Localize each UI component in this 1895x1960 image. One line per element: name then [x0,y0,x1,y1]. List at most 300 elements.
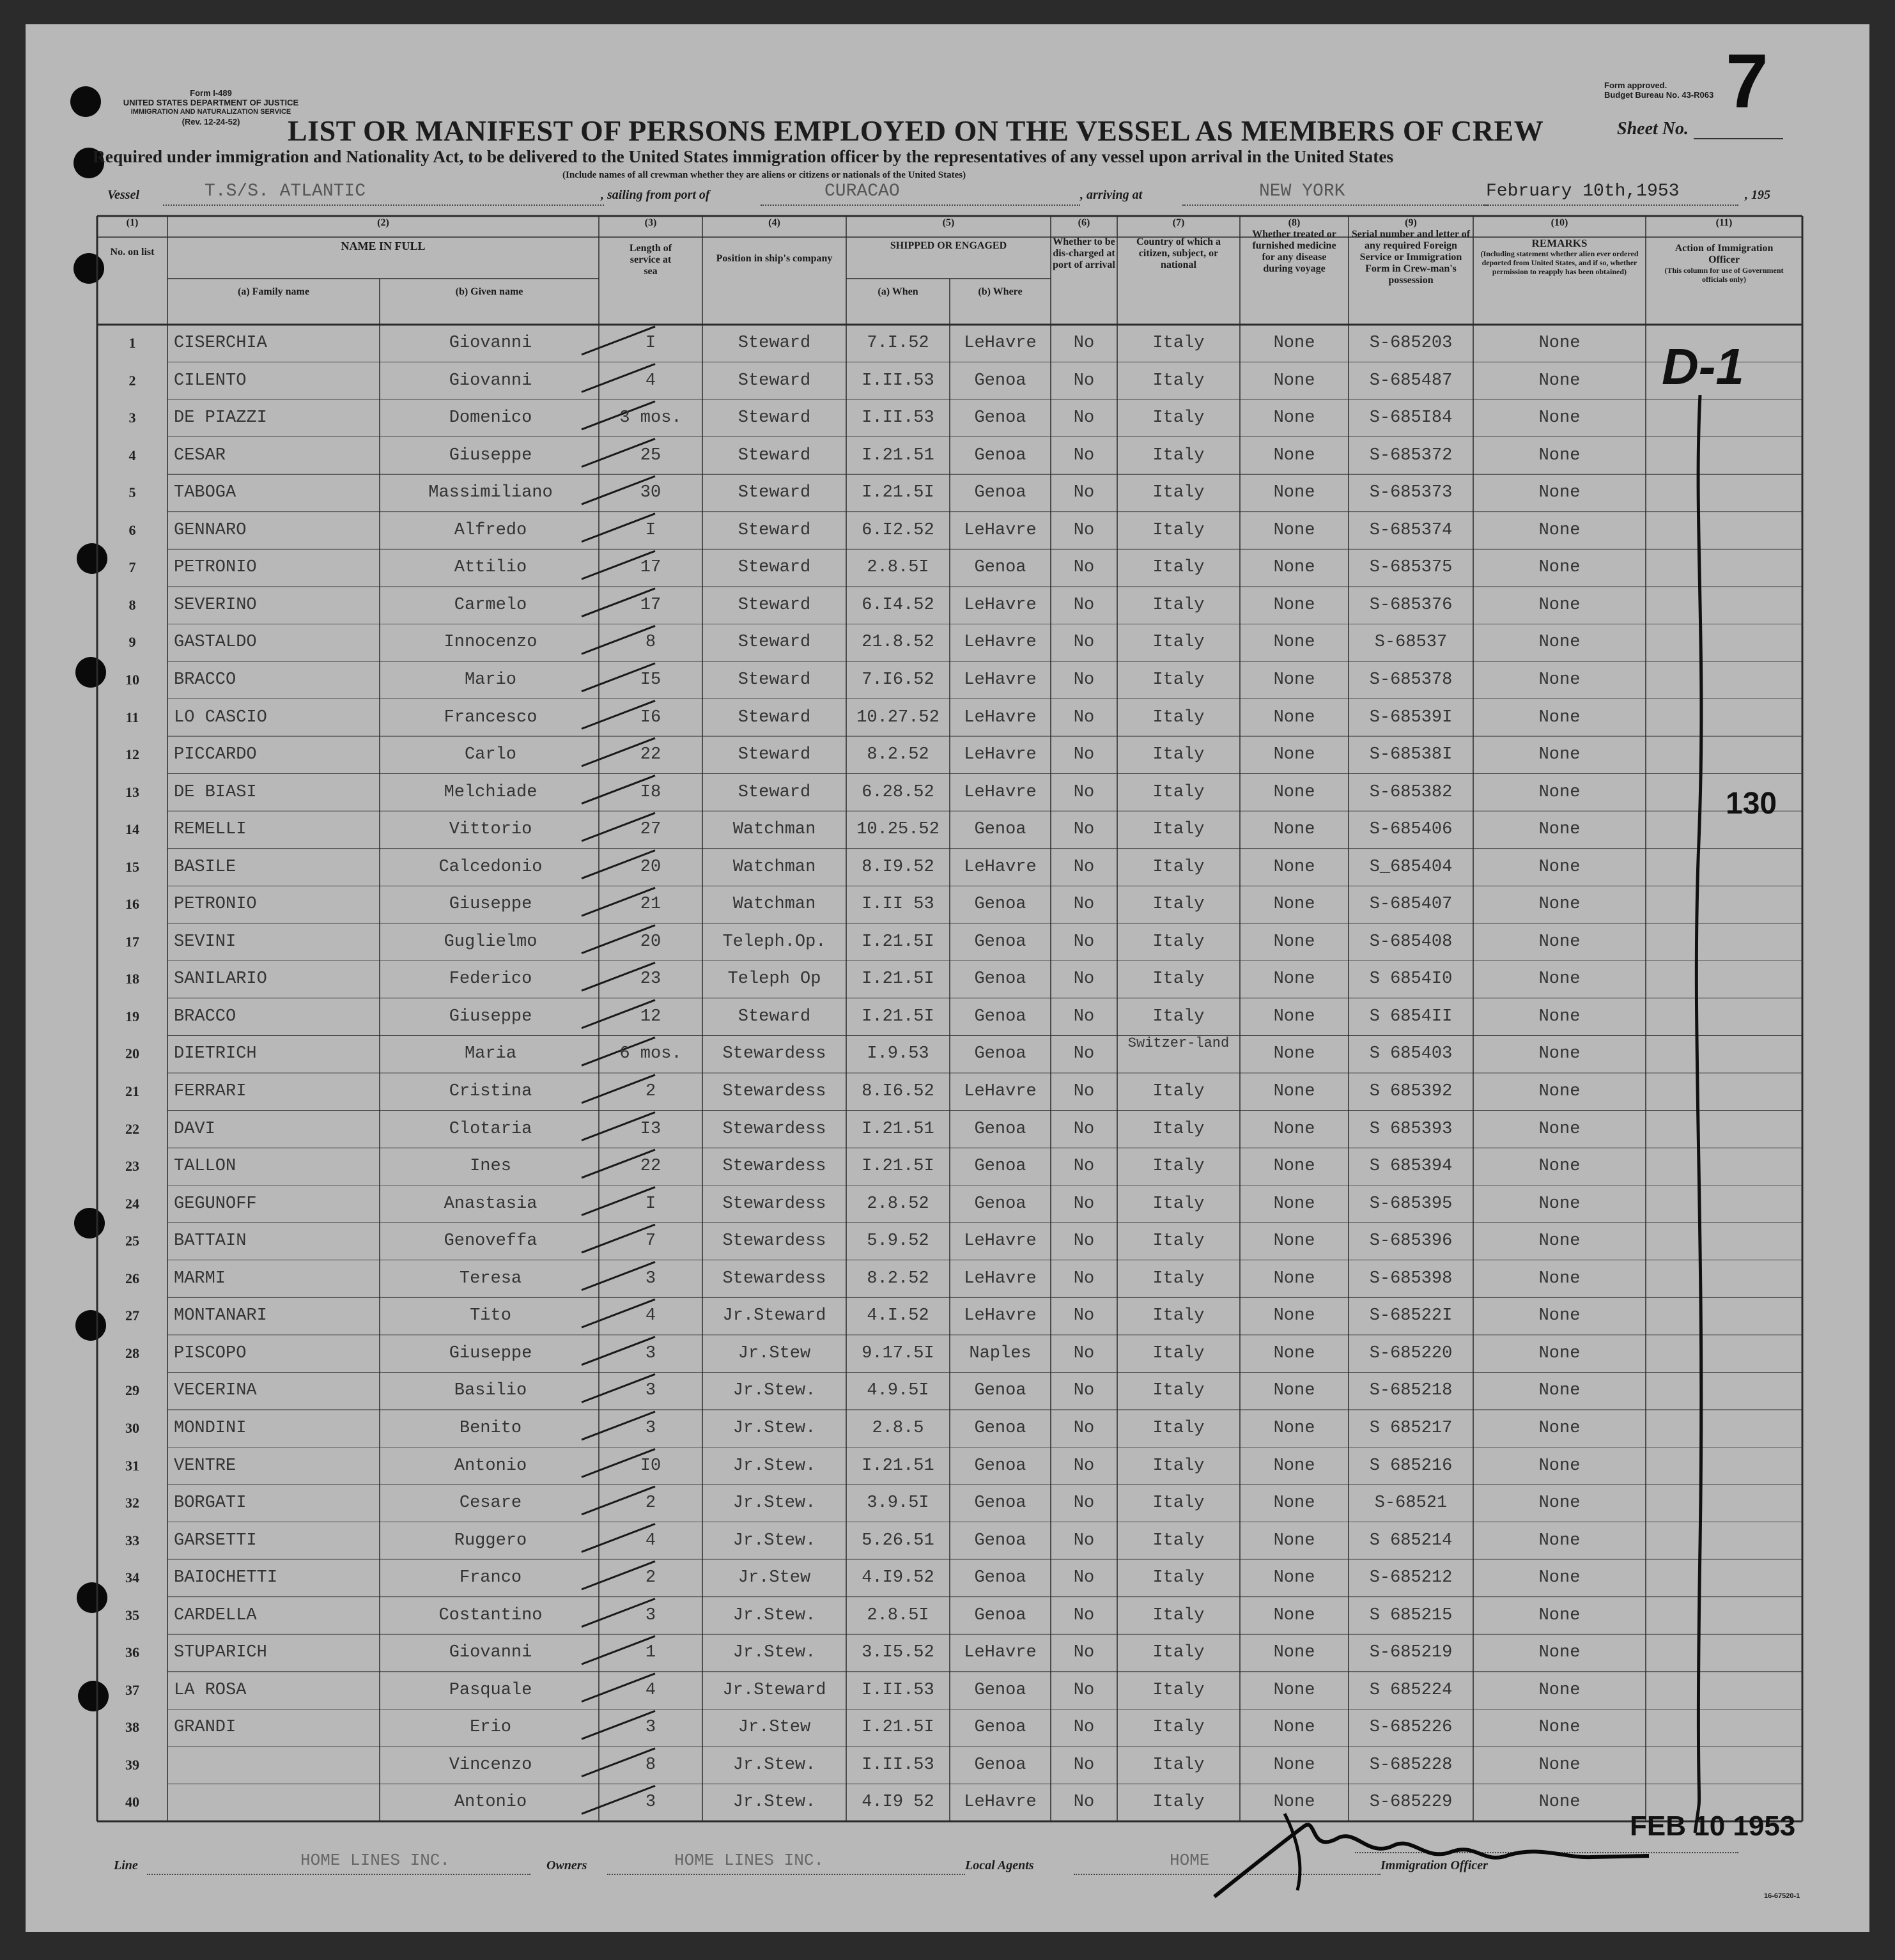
service-length: 8 [645,633,656,652]
discharged: No [1073,445,1095,465]
owners-company: HOME LINES INC. [674,1851,824,1870]
discharged: No [1073,895,1095,914]
citizenship: Switzer-land [1127,1035,1230,1052]
shipped-where: LeHavre [964,595,1037,615]
service-length: 23 [640,969,661,989]
row-number: 10 [125,671,139,688]
shipped-when: I.21.5I [862,483,934,503]
row-number: 25 [125,1233,139,1249]
citizenship: Italy [1152,1680,1205,1700]
medical: None [1273,820,1315,840]
serial-number: S-685I84 [1369,408,1453,428]
position: Watchman [732,857,816,877]
family-name: DAVI [174,1119,215,1139]
service-length: 27 [640,820,661,840]
serial-number: S-685229 [1369,1793,1453,1812]
serial-number: S-685219 [1369,1643,1453,1663]
family-name: GEGUNOFF [174,1194,257,1214]
discharged: No [1073,1306,1095,1326]
medical: None [1273,1381,1315,1401]
position: Stewardess [722,1194,826,1214]
service-length: 2 [645,1082,656,1101]
family-name: VENTRE [174,1456,236,1476]
remarks: None [1538,895,1581,914]
serial-number: S-685395 [1369,1194,1453,1214]
serial-number: S-685407 [1369,895,1453,914]
remarks: None [1538,1306,1581,1326]
agents-label: Local Agents [965,1858,1034,1872]
discharged: No [1073,371,1095,390]
remarks: None [1538,932,1581,952]
remarks: None [1538,1568,1581,1588]
citizenship: Italy [1152,445,1205,465]
given-name: Giuseppe [449,895,532,914]
family-name [174,1747,378,1784]
family-name: PETRONIO [174,558,257,578]
service-length: I [645,1194,656,1214]
shipped-when: I.II.53 [862,1680,934,1700]
service-length: 2 [645,1493,656,1513]
discharged: No [1073,1643,1095,1663]
discharged: No [1073,483,1095,503]
service-length: 6 mos. [619,1044,682,1064]
citizenship: Italy [1152,895,1205,914]
shipped-when: 10.25.52 [856,820,940,840]
row-number: 2 [128,372,136,389]
family-name: BRACCO [174,1007,236,1026]
remarks: None [1538,1418,1581,1438]
serial-number: S 685403 [1369,1044,1453,1064]
position: Steward [738,745,811,765]
shipped-where: Genoa [974,1605,1026,1625]
shipped-when: 8.2.52 [867,1269,929,1288]
service-length: 4 [645,371,656,390]
family-name: FERRARI [174,1082,247,1101]
shipped-when: I.II.53 [862,408,934,428]
col2-title: NAME IN FULL [341,240,426,252]
remarks: None [1538,1605,1581,1625]
budget-number: Budget Bureau No. 43-R063 [1604,90,1714,100]
position: Stewardess [722,1157,826,1177]
medical: None [1273,1493,1315,1513]
row-number: 4 [128,447,136,463]
discharged: No [1073,1157,1095,1177]
sheet-number-handwritten: 7 [1726,38,1768,124]
service-length: 17 [640,595,661,615]
family-name: BATTAIN [174,1231,247,1251]
remarks: None [1538,334,1581,353]
shipped-when: 4.I9.52 [862,1568,934,1588]
col3-header [599,217,702,277]
form-number: Form I-489 [190,88,232,98]
shipped-where: LeHavre [964,334,1037,353]
family-name: CISERCHIA [174,334,267,353]
medical: None [1273,1044,1315,1064]
citizenship: Italy [1152,371,1205,390]
remarks: None [1538,1269,1581,1288]
shipped-when: 10.27.52 [856,707,940,727]
shipped-where: LeHavre [964,670,1037,690]
citizenship: Italy [1152,820,1205,840]
col4-header [702,217,846,265]
col3-title: Length of service at sea [629,243,672,277]
col11-title: Action of Immigration Officer [1675,243,1774,265]
discharged: No [1073,745,1095,765]
citizenship: Italy [1152,1343,1205,1363]
position: Stewardess [722,1231,826,1251]
shipped-when: 4.I.52 [867,1306,929,1326]
citizenship: Italy [1152,1456,1205,1476]
citizenship: Italy [1152,595,1205,615]
serial-number: S-685372 [1369,445,1453,465]
remarks: None [1538,969,1581,989]
arriving-label: , arriving at [1080,188,1143,202]
shipped-when: I.9.53 [867,1044,929,1064]
port-to: NEW YORK [1259,181,1345,201]
col7-header [1117,217,1240,271]
remarks: None [1538,1381,1581,1401]
serial-number: S 685215 [1369,1605,1453,1625]
row-number: 29 [125,1382,139,1399]
citizenship: Italy [1152,334,1205,353]
citizenship: Italy [1152,707,1205,727]
position: Steward [738,520,811,540]
row-number: 23 [125,1158,139,1175]
service-length: I5 [640,670,661,690]
col6-number: (6) [1078,217,1090,228]
given-name: Maria [464,1044,516,1064]
shipped-where: LeHavre [964,1643,1037,1663]
medical: None [1273,1082,1315,1101]
medical: None [1273,1605,1315,1625]
year-suffix: , 195 [1745,188,1770,202]
col6-title: Whether to be dis-charged at port of arrival [1053,236,1115,270]
remarks: None [1538,445,1581,465]
shipped-when: I.21.51 [862,1456,934,1476]
medical: None [1273,1007,1315,1026]
remarks: None [1538,408,1581,428]
col11-header [1646,217,1802,284]
action-bracket-line [1687,395,1726,1839]
position: Jr.Stew. [732,1493,816,1513]
medical: None [1273,1793,1315,1812]
serial-number: S 685217 [1369,1418,1453,1438]
medical: None [1273,1269,1315,1288]
shipped-where: Genoa [974,483,1026,503]
row-number: 28 [125,1345,139,1361]
discharged: No [1073,1456,1095,1476]
citizenship: Italy [1152,558,1205,578]
shipped-when: 9.17.5I [862,1343,934,1363]
family-name: CESAR [174,445,226,465]
discharged: No [1073,408,1095,428]
position: Steward [738,670,811,690]
discharged: No [1073,1493,1095,1513]
medical: None [1273,1194,1315,1214]
given-name: Innocenzo [444,633,538,652]
family-name: SEVERINO [174,595,257,615]
remarks: None [1538,483,1581,503]
citizenship: Italy [1152,1718,1205,1738]
serial-number: S-685226 [1369,1718,1453,1738]
serial-number: S-68539I [1369,707,1453,727]
given-name: Teresa [459,1269,522,1288]
shipped-where: Genoa [974,1680,1026,1700]
serial-number: S-685373 [1369,483,1453,503]
serial-number: S 6854I0 [1369,969,1453,989]
shipped-where: LeHavre [964,633,1037,652]
shipped-where: Genoa [974,1755,1026,1775]
service-length: I [645,520,656,540]
line-rule [147,1874,530,1875]
serial-number: S-685406 [1369,820,1453,840]
discharged: No [1073,520,1095,540]
given-name: Clotaria [449,1119,532,1139]
row-number: 39 [125,1756,139,1773]
shipped-where: Genoa [974,1531,1026,1550]
position: Steward [738,1007,811,1026]
row-number: 35 [125,1607,139,1623]
position: Jr.Stew. [732,1531,816,1550]
given-name: Vittorio [449,820,532,840]
service-length: I [645,334,656,353]
citizenship: Italy [1152,1643,1205,1663]
given-name: Cesare [459,1493,522,1513]
given-name: Giovanni [449,334,532,353]
position: Jr.Steward [722,1306,826,1326]
row-number: 1 [128,335,136,351]
serial-number: S-685228 [1369,1755,1453,1775]
discharged: No [1073,1605,1095,1625]
row-number: 8 [128,596,136,613]
medical: None [1273,1119,1315,1139]
service-length: 22 [640,745,661,765]
citizenship: Italy [1152,1194,1205,1214]
discharged: No [1073,1568,1095,1588]
medical: None [1273,1306,1315,1326]
col1-header [97,217,167,258]
remarks: None [1538,1082,1581,1101]
position: Steward [738,334,811,353]
col5-title: SHIPPED OR ENGAGED [890,240,1007,251]
shipped-when: 4.I9 52 [862,1793,934,1812]
position: Stewardess [722,1119,826,1139]
shipped-when: 2.8.5I [867,558,929,578]
shipped-when: I.II.53 [862,1755,934,1775]
discharged: No [1073,1269,1095,1288]
row-number: 7 [128,559,136,576]
family-name: BORGATI [174,1493,247,1513]
serial-number: S-685220 [1369,1343,1453,1363]
serial-number: S-685212 [1369,1568,1453,1588]
citizenship: Italy [1152,782,1205,802]
service-length: 21 [640,895,661,914]
discharged: No [1073,334,1095,353]
medical: None [1273,595,1315,615]
officer-label: Immigration Officer [1381,1858,1488,1872]
discharged: No [1073,1381,1095,1401]
shipped-when: I.21.5I [862,1718,934,1738]
given-name: Antonio [454,1793,527,1812]
service-length: 20 [640,932,661,952]
medical: None [1273,445,1315,465]
service-length: 22 [640,1157,661,1177]
service-length: 3 [645,1269,656,1288]
position: Jr.Stew. [732,1418,816,1438]
remarks: None [1538,520,1581,540]
form-subtitle: Required under immigration and Nationality Act, to be delivered to the United States immigration officer by the representatives of any vessel upon arrival in the United States [93,147,1394,166]
family-name: BASILE [174,857,236,877]
given-name: Federico [449,969,532,989]
row-number: 31 [125,1457,139,1474]
port-from: CURACAO [824,181,900,201]
date-stamp: FEB 10 1953 [1630,1810,1796,1842]
remarks: None [1538,1231,1581,1251]
position: Steward [738,483,811,503]
col8-header [1240,217,1349,275]
given-name: Carmelo [454,595,527,615]
owners-label: Owners [546,1858,587,1872]
service-length: 25 [640,445,661,465]
shipped-when: I.21.5I [862,1007,934,1026]
col3-number: (3) [644,217,657,228]
col11-note: (This column for use of Government officials only) [1664,266,1784,284]
col10-note: (Including statement whether alien ever ordered deported from United States, and if so, whether permission to reapply has been obtained) [1480,249,1639,276]
shipped-when: 2.8.5 [872,1418,924,1438]
serial-number: S 6854II [1369,1007,1453,1026]
shipped-when: 8.I9.52 [862,857,934,877]
discharged: No [1073,820,1095,840]
remarks: None [1538,1531,1581,1550]
row-number: 3 [128,410,136,426]
family-name: LA ROSA [174,1680,247,1700]
shipped-when: 2.8.5I [867,1605,929,1625]
discharged: No [1073,1793,1095,1812]
remarks: None [1538,633,1581,652]
officer-signature [1208,1801,1655,1910]
col8-title: Whether treated or furnished medicine for any disease during voyage [1252,229,1336,274]
row-number: 12 [125,746,139,763]
col11-number: (11) [1715,217,1733,228]
sailing-label: , sailing from port of [601,188,710,202]
shipped-when: I.21.5I [862,1157,934,1177]
given-name: Anastasia [444,1194,538,1214]
citizenship: Italy [1152,1157,1205,1177]
service-length: 12 [640,1007,661,1026]
row-number: 34 [125,1570,139,1586]
discharged: No [1073,1418,1095,1438]
service-length: 7 [645,1231,656,1251]
row-number: 5 [128,484,136,501]
shipped-where: LeHavre [964,520,1037,540]
col1-number: (1) [126,217,139,228]
col9-title: Serial number and letter of any required Foreign Service or Immigration Form in Crew-man's possession [1351,229,1471,286]
row-number: 36 [125,1644,139,1661]
position: Jr.Steward [722,1680,826,1700]
serial-number: S-68521 [1374,1493,1448,1513]
col4-number: (4) [768,217,780,228]
serial-number: S-685396 [1369,1231,1453,1251]
col4-title: Position in ship's company [716,253,833,264]
shipped-when: 6.28.52 [862,782,934,802]
remarks: None [1538,1044,1581,1064]
family-name: SEVINI [174,932,236,952]
medical: None [1273,857,1315,877]
shipped-when: I.21.5I [862,969,934,989]
shipped-when: 5.9.52 [867,1231,929,1251]
medical: None [1273,520,1315,540]
serial-number: S 685392 [1369,1082,1453,1101]
position: Jr.Stew [738,1718,811,1738]
line-label: Line [114,1858,138,1872]
shipped-where: Genoa [974,1568,1026,1588]
serial-number: S-68538I [1369,745,1453,765]
row-number: 32 [125,1495,139,1511]
service-length: 4 [645,1531,656,1550]
service-length: 3 [645,1605,656,1625]
vessel-label: Vessel [107,188,139,202]
given-name: Erio [470,1718,511,1738]
family-name: GRANDI [174,1718,236,1738]
given-name: Ruggero [454,1531,527,1550]
medical: None [1273,1157,1315,1177]
remarks: None [1538,857,1581,877]
given-name: Giuseppe [449,1343,532,1363]
citizenship: Italy [1152,1493,1205,1513]
position: Jr.Stew. [732,1793,816,1812]
col5-number: (5) [942,217,955,228]
position: Stewardess [722,1269,826,1288]
shipped-when: 8.I6.52 [862,1082,934,1101]
position: Steward [738,595,811,615]
position: Steward [738,408,811,428]
family-name: SANILARIO [174,969,267,989]
family-name: PISCOPO [174,1343,247,1363]
shipped-when: 3.I5.52 [862,1643,934,1663]
discharged: No [1073,1343,1095,1363]
family-name: DE BIASI [174,782,257,802]
col10-number: (10) [1551,217,1568,228]
service-length: 2 [645,1568,656,1588]
serial-number: S-685218 [1369,1381,1453,1401]
given-name: Giovanni [449,1643,532,1663]
form-approved: Form approved. [1604,81,1667,90]
citizenship: Italy [1152,1531,1205,1550]
discharged: No [1073,1082,1095,1101]
print-code: 16-67520-1 [1764,1892,1800,1900]
position: Jr.Stew. [732,1456,816,1476]
row-number: 17 [125,933,139,950]
service-length: 3 mos. [619,408,682,428]
given-name: Alfredo [454,520,527,540]
remarks: None [1538,782,1581,802]
serial-number: S-685375 [1369,558,1453,578]
department-name: UNITED STATES DEPARTMENT OF JUSTICE [123,98,299,107]
sheet-label: Sheet No. [1617,119,1689,139]
service-length: 20 [640,857,661,877]
owners-rule [607,1874,965,1875]
service-length: I6 [640,707,661,727]
discharged: No [1073,1119,1095,1139]
remarks: None [1538,670,1581,690]
line-company: HOME LINES INC. [300,1851,451,1870]
row-number: 21 [125,1083,139,1099]
shipped-where: Genoa [974,1493,1026,1513]
service-length: 8 [645,1755,656,1775]
given-name: Calcedonio [438,857,543,877]
family-name: MONTANARI [174,1306,267,1326]
col10-title: REMARKS [1531,237,1588,249]
